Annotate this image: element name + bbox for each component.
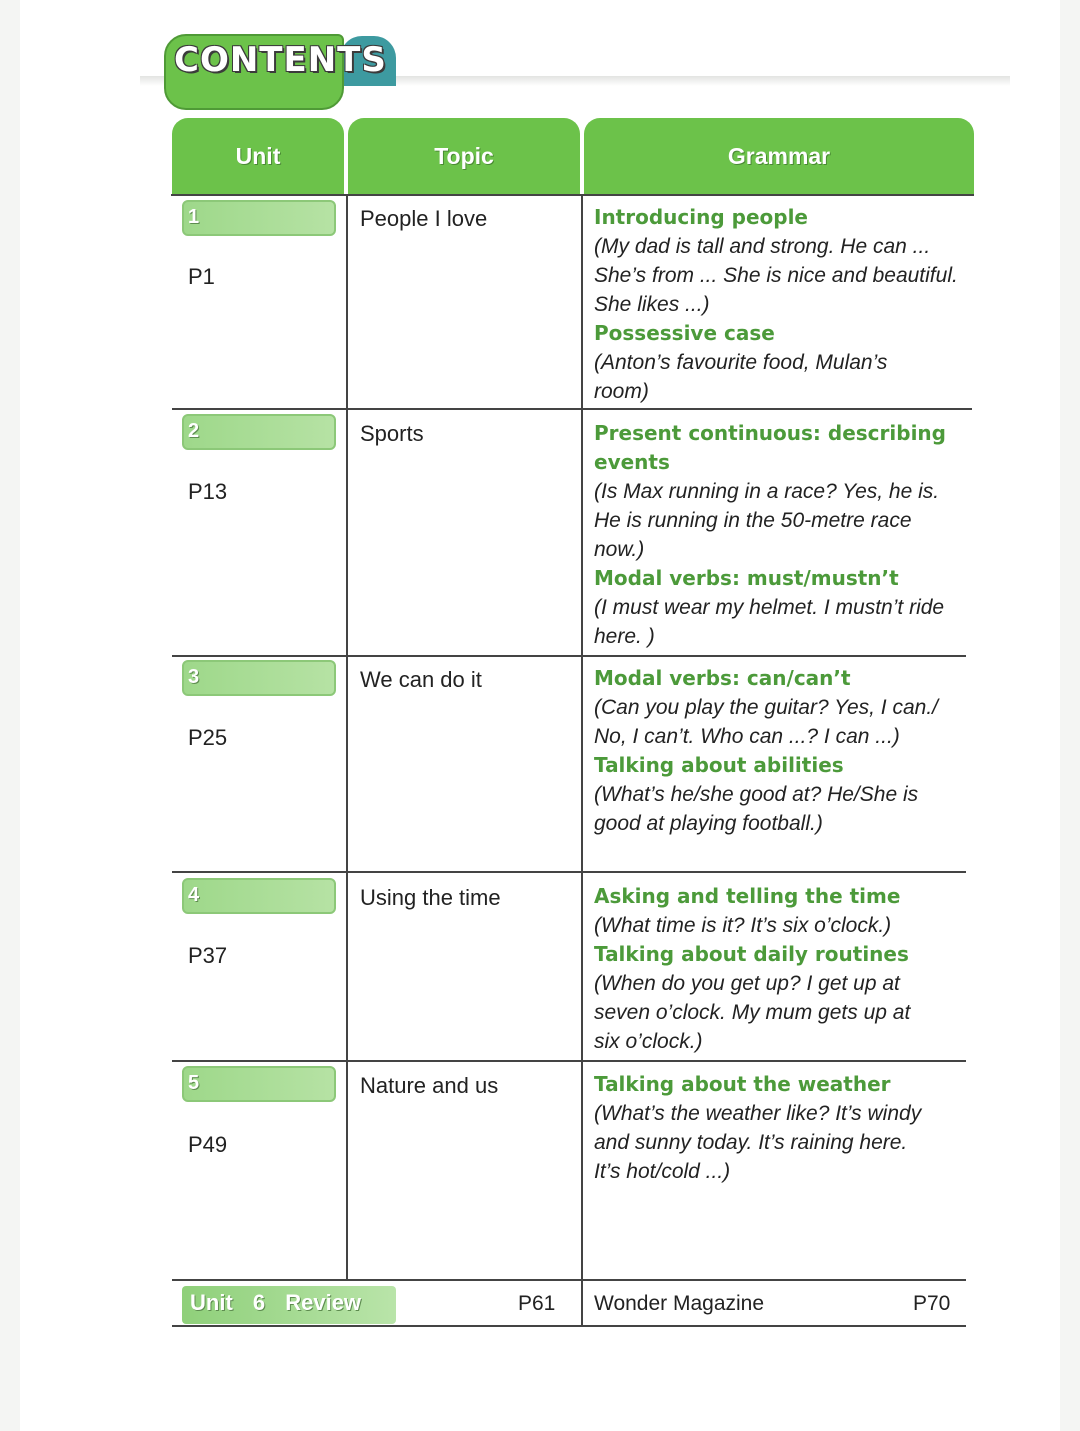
row-divider (172, 1060, 966, 1062)
row-divider (172, 194, 974, 196)
grammar-example: She likes ...) (594, 293, 710, 316)
row-divider (172, 1279, 966, 1281)
unit-grammar (594, 419, 966, 651)
header-grammar: Grammar (584, 118, 974, 194)
grammar-example: (My dad is tall and strong. He can ... (594, 235, 931, 258)
unit-page: P25 (188, 725, 228, 750)
row-divider (172, 871, 966, 873)
unit-page: P37 (188, 943, 228, 968)
grammar-example: (Is Max running in a race? Yes, he is. (594, 480, 940, 503)
unit-page: P1 (188, 264, 215, 289)
unit-badge (182, 660, 336, 696)
unit-grammar (594, 882, 966, 1056)
unit-topic: Sports (360, 421, 424, 446)
header-topic: Topic (348, 118, 580, 194)
unit-badge (182, 200, 336, 236)
grammar-heading: Modal verbs: must/mustn’t (594, 566, 899, 590)
header-unit: Unit (172, 118, 344, 194)
grammar-heading: Talking about daily routines (594, 942, 909, 966)
unit-badge (182, 1066, 336, 1102)
grammar-example: (Anton’s favourite food, Mulan’s (594, 351, 888, 374)
grammar-heading: Present continuous: describing (594, 421, 946, 445)
unit-grammar (594, 1070, 966, 1186)
unit-topic: People I love (360, 206, 488, 231)
grammar-example: now.) (594, 538, 645, 561)
grammar-example: (What’s the weather like? It’s windy (594, 1102, 922, 1125)
grammar-example: six o’clock.) (594, 1030, 703, 1053)
unit-page: P49 (188, 1132, 228, 1157)
grammar-heading: Possessive case (594, 321, 775, 345)
grammar-example: (When do you get up? I get up at (594, 972, 900, 995)
page-title: CONTENTS (174, 40, 387, 80)
grammar-example: He is running in the 50-metre race (594, 509, 912, 532)
review-page: P61 (518, 1292, 556, 1315)
unit-grammar (594, 664, 966, 838)
unit-number: 3 (188, 666, 200, 688)
grammar-example: (Can you play the guitar? Yes, I can./ (594, 696, 938, 719)
grammar-example: She’s from ... She is nice and beautiful. (594, 264, 958, 287)
grammar-heading: Introducing people (594, 205, 808, 229)
unit-grammar (594, 203, 966, 406)
unit-topic: We can do it (360, 667, 482, 692)
unit-number: 4 (188, 884, 200, 906)
unit-topic: Nature and us (360, 1073, 499, 1098)
grammar-example: (What time is it? It’s six o’clock.) (594, 914, 892, 937)
grammar-example: No, I can’t. Who can ...? I can ...) (594, 725, 900, 748)
unit-badge (182, 414, 336, 450)
grammar-heading: Talking about the weather (594, 1072, 891, 1096)
row-divider (172, 408, 972, 410)
magazine-page: P70 (913, 1292, 951, 1315)
grammar-example: good at playing football.) (594, 812, 823, 835)
unit-number: 5 (188, 1072, 200, 1094)
review-label: Unit 6 Review (190, 1290, 362, 1315)
grammar-heading: events (594, 450, 670, 474)
unit-number: 2 (188, 420, 200, 442)
grammar-heading: Asking and telling the time (594, 884, 901, 908)
grammar-example: here. ) (594, 625, 655, 648)
grammar-example: (I must wear my helmet. I mustn’t ride (594, 596, 945, 619)
unit-number: 1 (188, 206, 200, 228)
row-divider (172, 655, 966, 657)
column-divider (581, 194, 583, 1326)
grammar-example: seven o’clock. My mum gets up at (594, 1001, 911, 1024)
unit-topic: Using the time (360, 885, 501, 910)
column-divider (346, 194, 348, 1280)
grammar-example: and sunny today. It’s raining here. (594, 1131, 908, 1154)
grammar-heading: Talking about abilities (594, 753, 844, 777)
grammar-example: It’s hot/cold ...) (594, 1160, 731, 1183)
grammar-heading: Modal verbs: can/can’t (594, 666, 851, 690)
row-divider (172, 1325, 966, 1327)
unit-badge (182, 878, 336, 914)
unit-page: P13 (188, 479, 228, 504)
magazine-label: Wonder Magazine (594, 1292, 765, 1315)
grammar-example: (What’s he/she good at? He/She is (594, 783, 919, 806)
grammar-example: room) (594, 380, 649, 403)
